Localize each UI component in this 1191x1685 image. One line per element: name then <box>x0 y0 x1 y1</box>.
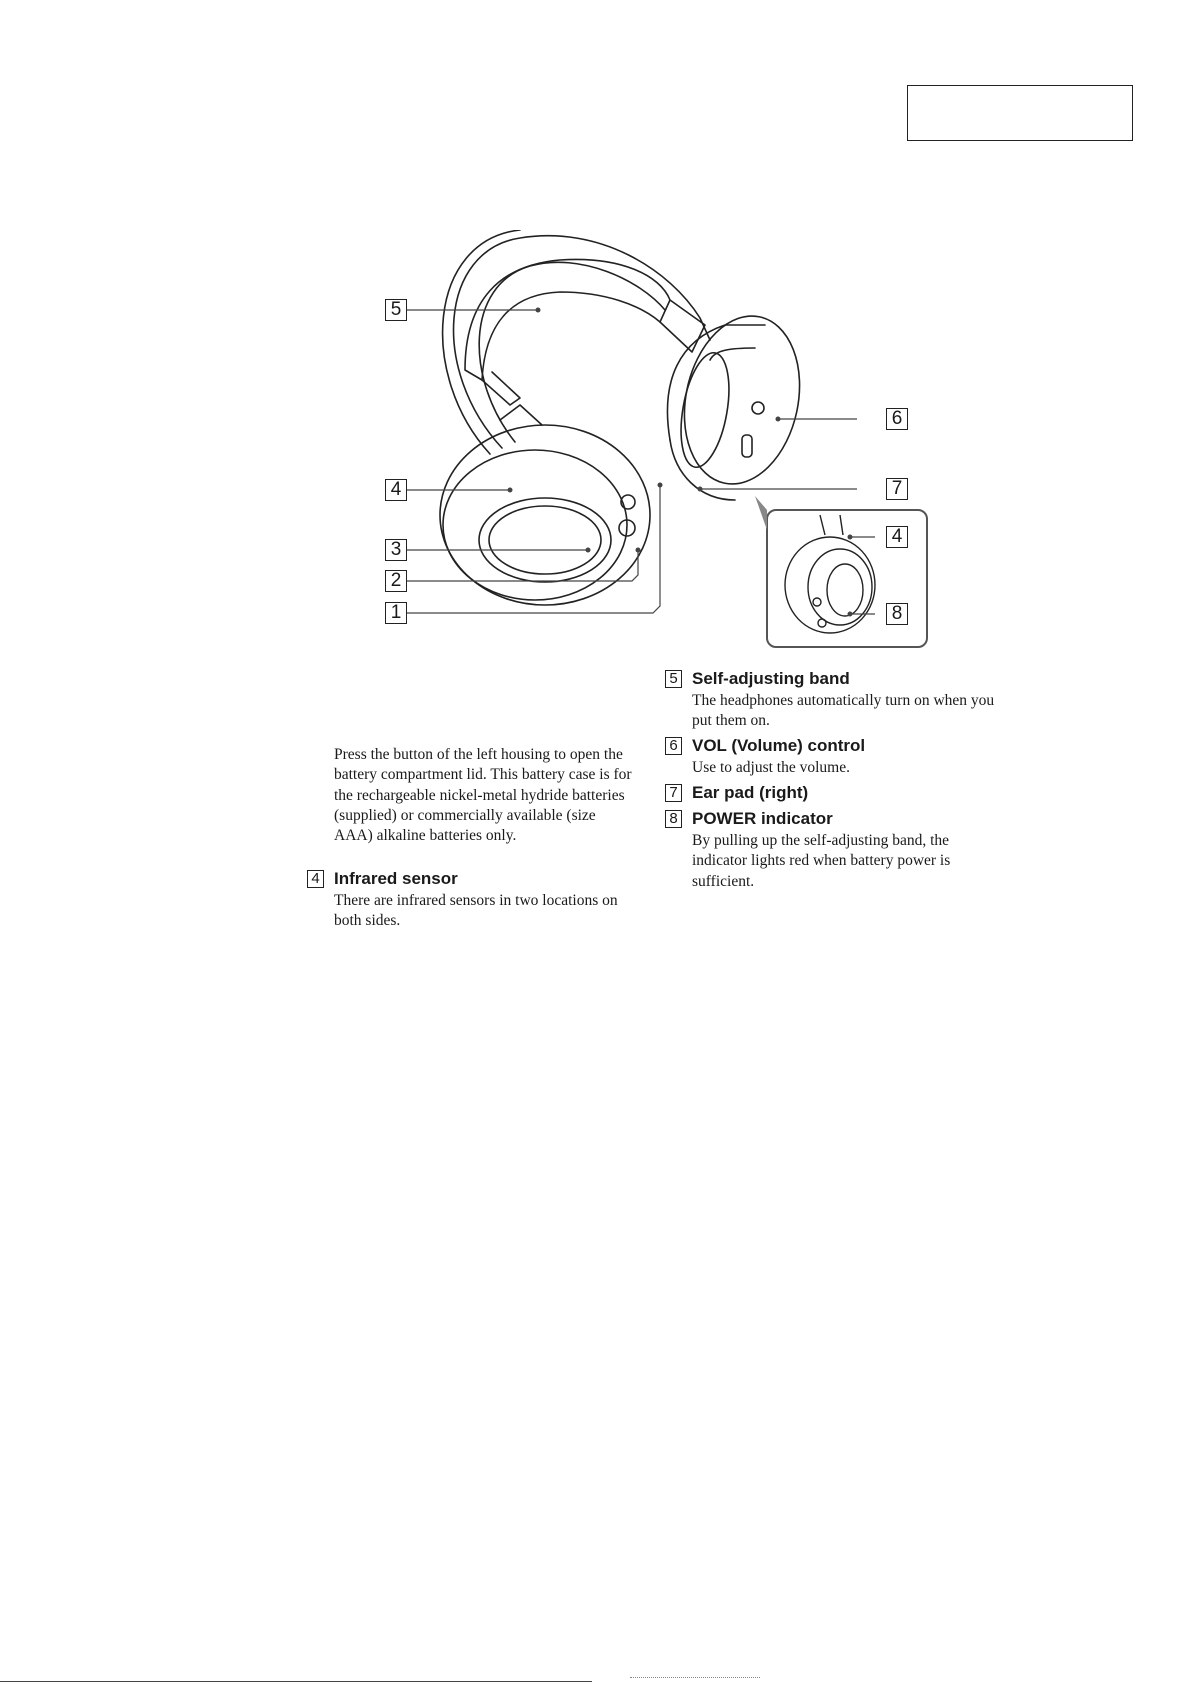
entry-number: 8 <box>665 810 682 828</box>
entry-number: 7 <box>665 784 682 802</box>
entry-title: Ear pad (right) <box>692 783 809 802</box>
entry-number: 6 <box>665 737 682 755</box>
callout-3: 3 <box>385 539 407 561</box>
callout-8: 8 <box>886 603 908 625</box>
entry-title: VOL (Volume) control <box>692 736 866 755</box>
entry-body: The headphones automatically turn on when you put them on. <box>692 692 995 730</box>
battery-paragraph: Press the button of the left housing to open the battery compartment lid. This battery case is for the rechargeable nickel-metal hydride batteries (supplied) or commercially available (size AAA) alkaline batteries only. <box>334 746 632 845</box>
callout-4-left: 4 <box>385 479 407 501</box>
entry-vol-control <box>665 735 1005 778</box>
entry-title: Self-adjusting band <box>692 669 850 688</box>
callout-5: 5 <box>385 299 407 321</box>
entry-body: There are infrared sensors in two locations on both sides. <box>334 892 618 930</box>
entry-ear-pad-right <box>665 782 1005 804</box>
entry-infrared-sensor <box>307 868 627 932</box>
callout-1: 1 <box>385 602 407 624</box>
entry-body: Use to adjust the volume. <box>692 759 850 776</box>
headphones-illustration <box>370 230 940 650</box>
entry-power-indicator <box>665 808 1005 892</box>
entry-title: POWER indicator <box>692 809 833 828</box>
footer-mark <box>630 1677 760 1683</box>
callout-7: 7 <box>886 478 908 500</box>
entry-body: By pulling up the self-adjusting band, the indicator lights red when battery power is sufficient. <box>692 832 951 890</box>
header-box <box>907 85 1133 141</box>
entry-number: 4 <box>307 870 324 888</box>
callout-6: 6 <box>886 408 908 430</box>
footer-rule <box>0 1681 592 1682</box>
entry-title: Infrared sensor <box>334 869 458 888</box>
entry-number: 5 <box>665 670 682 688</box>
entry-self-adjusting-band <box>665 668 1005 732</box>
callout-2: 2 <box>385 570 407 592</box>
callout-4-inset: 4 <box>886 526 908 548</box>
